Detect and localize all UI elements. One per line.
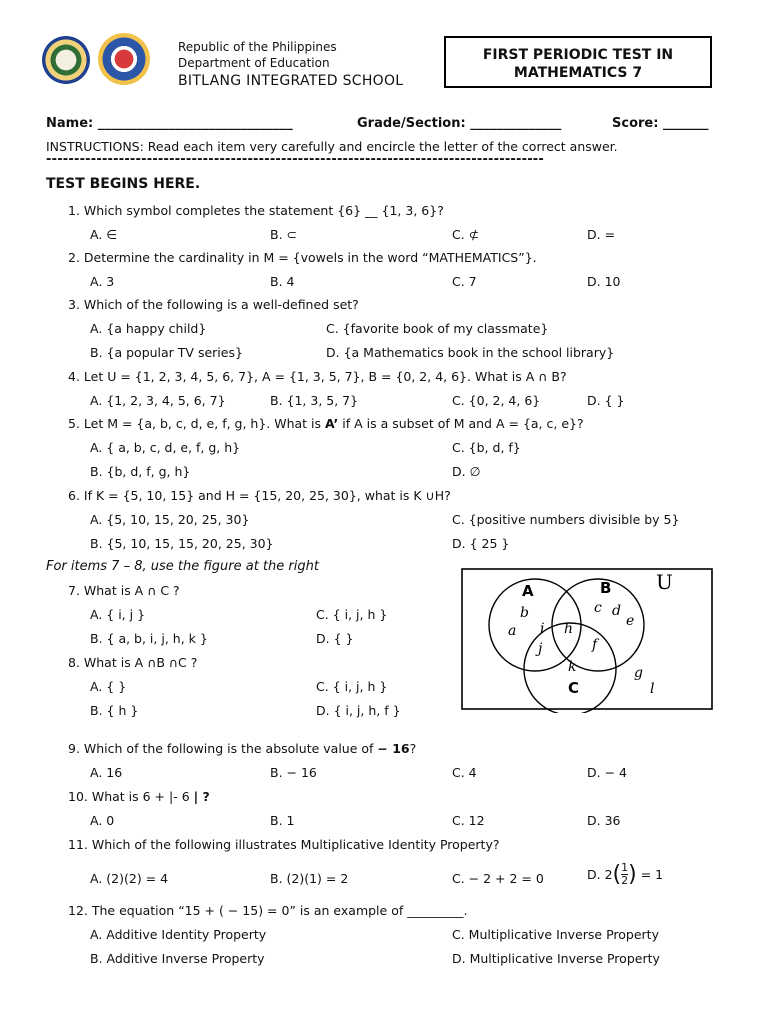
q6-option-c[interactable]: C. {positive numbers divisible by 5} <box>452 512 680 527</box>
q3-option-d[interactable]: D. {a Mathematics book in the school library} <box>326 345 615 360</box>
q11-option-d[interactable] <box>587 862 663 892</box>
set-b-label: B <box>600 579 612 597</box>
q1-option-b[interactable]: B. ⊂ <box>270 227 297 242</box>
question-8: 8. What is A ∩B ∩C ? <box>68 655 198 670</box>
q12-option-b[interactable]: B. Additive Inverse Property <box>90 951 265 966</box>
q10-option-c[interactable]: C. 12 <box>452 813 485 828</box>
q8-option-c[interactable]: C. { i, j, h } <box>316 679 388 694</box>
q5-option-a[interactable]: A. { a, b, c, d, e, f, g, h} <box>90 440 241 455</box>
q11-d-open-paren: ( <box>612 862 622 887</box>
q10-option-d[interactable]: D. 36 <box>587 813 621 828</box>
element-e: e <box>626 613 635 629</box>
q4-option-c[interactable]: C. {0, 2, 4, 6} <box>452 393 541 408</box>
q6-option-a[interactable]: A. {5, 10, 15, 20, 25, 30} <box>90 512 250 527</box>
question-2: 2. Determine the cardinality in M = {vowels in the word “MATHEMATICS”}. <box>68 250 537 265</box>
q3-option-a[interactable]: A. {a happy child} <box>90 321 207 336</box>
q7-option-a[interactable]: A. { i, j } <box>90 607 146 622</box>
q5-option-b[interactable]: B. {b, d, f, g, h} <box>90 464 191 479</box>
q5-text-start: 5. Let M = {a, b, c, d, e, f, g, h}. What is <box>68 416 326 431</box>
q11-d-close-paren: ) <box>628 862 637 887</box>
q11-option-a[interactable]: A. (2)(2) = 4 <box>90 871 169 886</box>
q7-option-c[interactable]: C. { i, j, h } <box>316 607 388 622</box>
element-c: c <box>594 600 602 616</box>
element-b: b <box>520 605 529 621</box>
q7-option-b[interactable]: B. { a, b, i, j, h, k } <box>90 631 208 646</box>
republic-label: Republic of the Philippines <box>178 40 337 54</box>
universe-label: U <box>656 570 673 594</box>
question-11: 11. Which of the following illustrates Multiplicative Identity Property? <box>68 837 500 852</box>
question-7: 7. What is A ∩ C ? <box>68 583 180 598</box>
q5-option-d[interactable]: D. ∅ <box>452 464 481 479</box>
name-field[interactable]: Name: ______________________________ <box>46 116 293 131</box>
q9-number: − 16 <box>377 741 410 756</box>
universe-rectangle <box>462 569 712 709</box>
q4-option-a[interactable]: A. {1, 2, 3, 4, 5, 6, 7} <box>90 393 226 408</box>
q11-d-numerator: 1 <box>621 861 629 874</box>
q9-text-start: 9. Which of the following is the absolute value of <box>68 741 378 756</box>
q2-option-a[interactable]: A. 3 <box>90 274 115 289</box>
set-c-label: C <box>568 679 580 697</box>
q11-d-suffix: = 1 <box>640 867 664 882</box>
element-d: d <box>612 603 621 619</box>
q6-option-b[interactable]: B. {5, 10, 15, 15, 20, 25, 30} <box>90 536 274 551</box>
school-name: BITLANG INTEGRATED SCHOOL <box>178 73 404 89</box>
q9-option-a[interactable]: A. 16 <box>90 765 123 780</box>
q11-d-prefix: D. 2 <box>587 867 613 882</box>
q8-option-a[interactable]: A. { } <box>90 679 127 694</box>
division-seal-logo <box>98 33 150 85</box>
q11-d-denominator: 2 <box>621 874 629 887</box>
instructions-label: INSTRUCTIONS <box>46 139 140 154</box>
q5-option-c[interactable]: C. {b, d, f} <box>452 440 521 455</box>
q2-option-d[interactable]: D. 10 <box>587 274 621 289</box>
score-field[interactable]: Score: _______ <box>612 116 709 131</box>
test-begins-heading: TEST BEGINS HERE. <box>46 176 201 192</box>
q2-option-b[interactable]: B. 4 <box>270 274 295 289</box>
separator-line: ----------------------------------------------------------------------------------------- <box>46 152 544 167</box>
department-label: Department of Education <box>178 56 330 70</box>
q9-text-end: ? <box>409 741 417 756</box>
q10-option-b[interactable]: B. 1 <box>270 813 295 828</box>
q1-option-c[interactable]: C. ⊄ <box>452 227 480 242</box>
venn-diagram <box>460 567 716 713</box>
q1-option-d[interactable]: D. = <box>587 227 616 242</box>
q2-option-c[interactable]: C. 7 <box>452 274 477 289</box>
element-h: h <box>564 621 574 637</box>
deped-seal-logo <box>42 36 90 84</box>
instructions-text: : Read each item very carefully and encircle the letter of the correct answer. <box>139 139 618 154</box>
q9-option-c[interactable]: C. 4 <box>452 765 477 780</box>
test-title-line2: MATHEMATICS 7 <box>513 65 643 81</box>
element-i: i <box>540 621 545 637</box>
question-3: 3. Which of the following is a well-defined set? <box>68 297 359 312</box>
q11-option-b[interactable]: B. (2)(1) = 2 <box>270 871 349 886</box>
q5-complement-symbol: A’ <box>325 416 339 431</box>
element-f: f <box>592 637 598 653</box>
question-1: 1. Which symbol completes the statement {6} __ {1, 3, 6}? <box>68 203 444 218</box>
q4-option-d[interactable]: D. { } <box>587 393 625 408</box>
test-title-box <box>444 36 712 88</box>
question-4: 4. Let U = {1, 2, 3, 4, 5, 6, 7}, A = {1, 3, 5, 7}, B = {0, 2, 4, 6}. What is A ∩ B? <box>68 369 567 384</box>
question-10 <box>68 789 210 804</box>
q3-option-b[interactable]: B. {a popular TV series} <box>90 345 243 360</box>
q9-option-d[interactable]: D. − 4 <box>587 765 627 780</box>
q12-option-d[interactable]: D. Multiplicative Inverse Property <box>452 951 660 966</box>
element-k: k <box>568 659 577 675</box>
set-a-label: A <box>522 582 534 600</box>
question-12: 12. The equation “15 + ( − 15) = 0” is an example of _________. <box>68 903 468 918</box>
q1-option-a[interactable]: A. ∈ <box>90 227 118 242</box>
q10-text-start: 10. What is 6 + |- 6 <box>68 789 194 804</box>
q4-option-b[interactable]: B. {1, 3, 5, 7} <box>270 393 359 408</box>
items-7-8-note: For items 7 – 8, use the figure at the right <box>46 559 319 574</box>
element-a: a <box>508 623 517 639</box>
test-title-line1: FIRST PERIODIC TEST IN <box>482 47 674 63</box>
q10-text-bold: | ? <box>193 789 210 804</box>
q10-option-a[interactable]: A. 0 <box>90 813 115 828</box>
q11-option-c[interactable]: C. − 2 + 2 = 0 <box>452 871 544 886</box>
question-9 <box>68 741 416 756</box>
q9-option-b[interactable]: B. − 16 <box>270 765 317 780</box>
q12-option-c[interactable]: C. Multiplicative Inverse Property <box>452 927 659 942</box>
q3-option-c[interactable]: C. {favorite book of my classmate} <box>326 321 549 336</box>
question-5 <box>68 416 584 431</box>
q7-option-d[interactable]: D. { } <box>316 631 354 646</box>
q8-option-d[interactable]: D. { i, j, h, f } <box>316 703 401 718</box>
grade-section-field[interactable]: Grade/Section: ______________ <box>357 116 562 131</box>
q6-option-d[interactable]: D. { 25 } <box>452 536 510 551</box>
element-g: g <box>634 665 643 681</box>
q5-text-end: if A is a subset of M and A = {a, c, e}? <box>338 416 584 431</box>
q12-option-a[interactable]: A. Additive Identity Property <box>90 927 267 942</box>
q8-option-b[interactable]: B. { h } <box>90 703 139 718</box>
question-6: 6. If K = {5, 10, 15} and H = {15, 20, 25, 30}, what is K ∪H? <box>68 488 451 503</box>
element-j: j <box>538 641 543 657</box>
element-l: l <box>650 681 655 697</box>
